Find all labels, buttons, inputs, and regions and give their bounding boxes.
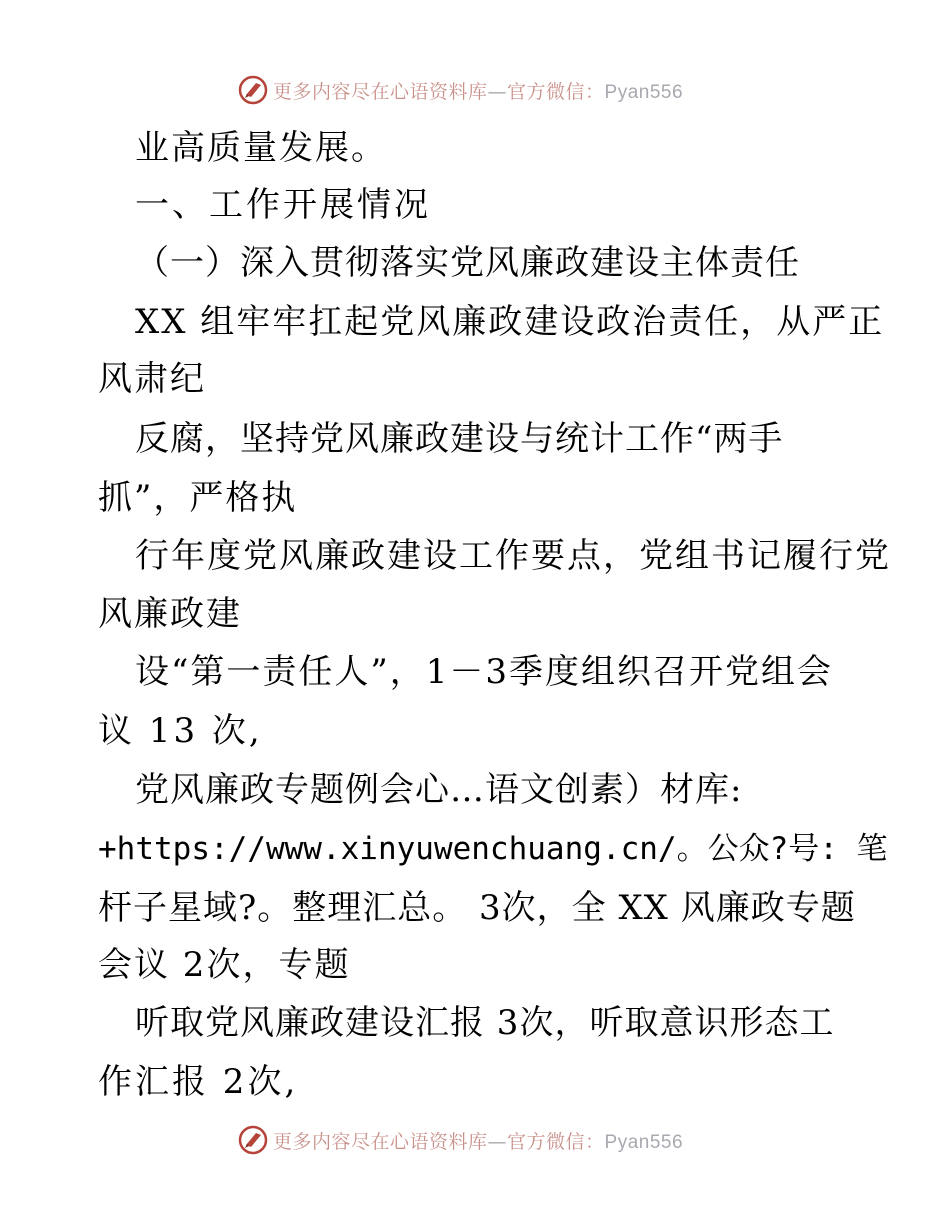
doc-line: 听取党风廉政建设汇报 3次，听取意识形态工 bbox=[135, 1003, 835, 1043]
doc-line: 会议 2次，专题 bbox=[98, 945, 351, 985]
doc-line: 议 13 次, bbox=[98, 711, 263, 751]
watermark-dash: — bbox=[487, 80, 508, 103]
doc-line: 杆子星域?。整理汇总。 3次，全 XX 风廉政专题 bbox=[98, 888, 856, 928]
doc-line: 作汇报 2次, bbox=[98, 1062, 299, 1102]
watermark-text bbox=[273, 1127, 683, 1154]
watermark-main: 更多内容尽在心语资料库 bbox=[273, 80, 488, 103]
doc-line: 抓”，严格执 bbox=[98, 478, 298, 518]
doc-line: 风廉政建 bbox=[98, 594, 242, 634]
doc-line: 党风廉政专题例会心…语文创素）材库: bbox=[135, 770, 743, 810]
footer-watermark bbox=[0, 1120, 950, 1160]
brand-logo-icon bbox=[237, 1124, 269, 1156]
doc-line: +https://www.xinyuwenchuang.cn/。公众?号: 笔 bbox=[98, 831, 888, 867]
doc-line: XX 组牢牢扛起党风廉政建设政治责任，从严正 bbox=[135, 302, 885, 342]
watermark-label: 官方微信： bbox=[507, 80, 605, 103]
watermark-id: Pyan556 bbox=[604, 1131, 684, 1153]
watermark-main: 更多内容尽在心语资料库 bbox=[273, 1130, 488, 1153]
watermark-label: 官方微信： bbox=[507, 1130, 605, 1153]
doc-heading: 一、工作开展情况 bbox=[135, 185, 431, 225]
doc-line: 反腐，坚持党风廉政建设与统计工作“两手 bbox=[135, 419, 784, 459]
doc-line: 风肃纪 bbox=[98, 359, 206, 399]
doc-subheading: （一）深入贯彻落实党风廉政建设主体责任 bbox=[135, 243, 800, 283]
doc-line: 设“第一责任人”，1－3季度组织召开党组会 bbox=[135, 652, 834, 692]
doc-line: 业高质量发展。 bbox=[135, 128, 387, 168]
watermark-id: Pyan556 bbox=[604, 81, 684, 103]
watermark-dash: — bbox=[487, 1130, 508, 1153]
doc-line: 行年度党风廉政建设工作要点，党组书记履行党 bbox=[135, 536, 891, 576]
